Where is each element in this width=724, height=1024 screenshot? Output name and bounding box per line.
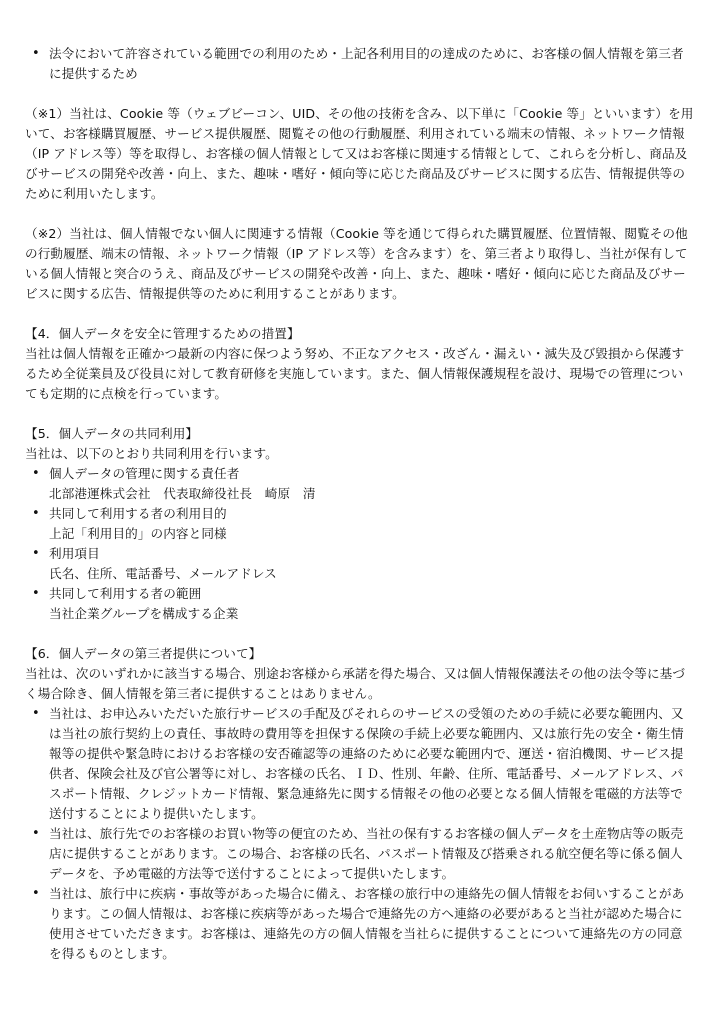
joint-use-item-title: • 個人データの管理に関する責任者 <box>49 466 240 481</box>
list-item: • 法令において許容されている範囲での利用のため・上記各利用目的の達成のために、お客様の個人情報を第三者に提供するため <box>25 44 694 84</box>
list-item: • 当社は、旅行中に疾病・事故等があった場合に備え、お客様の旅行中の連絡先の個人情報をお伺いすることがあります。この個人情報は、お客様に疾病等があった場合で連絡先の方へ連絡の必要があると当社が認めた場合に使用させていただきます。お客様は、連絡先の方の個人情報を当社らに提供することについて連絡先の方の同意を得るものとします。 <box>25 884 694 964</box>
section-6-heading: 【6．個人データの第三者提供について】 <box>25 646 262 661</box>
joint-use-item-title: • 利用項目 <box>49 546 100 561</box>
list-item <box>25 504 694 544</box>
section-4-heading: 【4．個人データを安全に管理するための措置】 <box>25 326 300 341</box>
list-item: • 当社は、お申込みいただいた旅行サービスの手配及びそれらのサービスの受領のための手続に必要な範囲内、又は当社の旅行契約上の責任、事故時の費用等を担保する保険の手続上必要な範囲内、又は旅行先の安全・衛生情報等の提供や緊急時におけるお客様の安否確認等の連絡のために必要な範囲内で、運送・宿泊機関、サービス提供者、保険会社及び官公署等に対し、お客様の氏名、ＩＤ、性別、年齢、住所、電話番号、メールアドレス、パスポート情報、クレジットカード情報、緊急連絡先に関する情報その他の必要となる個人情報を電磁的方法等で送付することにより提供いたします。 <box>25 704 694 824</box>
section-5-intro: 当社は、以下のとおり共同利用を行います。 <box>25 446 278 461</box>
joint-use-list <box>25 464 694 624</box>
joint-use-item-detail: 北部港運株式会社 代表取締役社長 崎原 清 <box>49 486 316 501</box>
third-party-list <box>25 704 694 964</box>
list-item <box>25 544 694 584</box>
purpose-list <box>25 44 694 84</box>
joint-use-item-title: • 共同して利用する者の利用目的 <box>49 506 227 521</box>
list-item: • 当社は、旅行先でのお客様のお買い物等の便宜のため、当社の保有するお客様の個人データを土産物店等の販売店に提供することがあります。この場合、お客様の氏名、パスポート情報及び搭乗される航空便名等に係る個人データを、予め電磁的方法等で送付することによって提供いたします。 <box>25 824 694 884</box>
section-6-intro: 当社は、次のいずれかに該当する場合、別途お客様から承諾を得た場合、又は個人情報保護法その他の法令等に基づく場合除き、個人情報を第三者に提供することはありません。 <box>25 666 686 701</box>
joint-use-item-detail: 氏名、住所、電話番号、メールアドレス <box>49 566 277 581</box>
joint-use-item-detail: 上記「利用目的」の内容と同様 <box>49 526 227 541</box>
joint-use-item-title: • 共同して利用する者の範囲 <box>49 586 202 601</box>
list-item <box>25 464 694 504</box>
joint-use-item-detail: 当社企業グループを構成する企業 <box>49 606 239 621</box>
cookie-note-2: （※2）当社は、個人情報でない個人に関連する情報（Cookie 等を通じて得られた購買履歴、位置情報、閲覧その他の行動履歴、端末の情報、ネットワーク情報（IP アドレス等）を含みます）を、第三者より取得し、当社が保有している個人情報と突合のうえ、商品及びサービスの開発や改善・向上、また、趣味・嗜好・傾向に応じた商品及びサービスに関する広告、情報提供等のために利用することがあります。 <box>25 226 688 301</box>
section-4-body: 当社は個人情報を正確かつ最新の内容に保つよう努め、不正なアクセス・改ざん・漏えい・滅失及び毀損から保護するため全従業員及び役員に対して教育研修を実施しています。また、個人情報保護規程を設け、現場での管理についても定期的に点検を行っています。 <box>25 346 685 401</box>
cookie-note-1: （※1）当社は、Cookie 等（ウェブビーコン、UID、その他の技術を含み、以下単に「Cookie 等」といいます）を用いて、お客様購買履歴、サービス提供履歴、閲覧その他の行動履歴、利用されている端末の情報、ネットワーク情報（IP アドレス等）等を取得し、お客様の個人情報として又はお客様に関連する情報として、これらを分析し、商品及びサービスの開発や改善・向上、また、趣味・嗜好・傾向等に応じた商品及びサービスに関する広告、情報提供等のために利用いたします。 <box>25 106 694 201</box>
section-5-heading: 【5．個人データの共同利用】 <box>25 426 199 441</box>
list-item <box>25 584 694 624</box>
